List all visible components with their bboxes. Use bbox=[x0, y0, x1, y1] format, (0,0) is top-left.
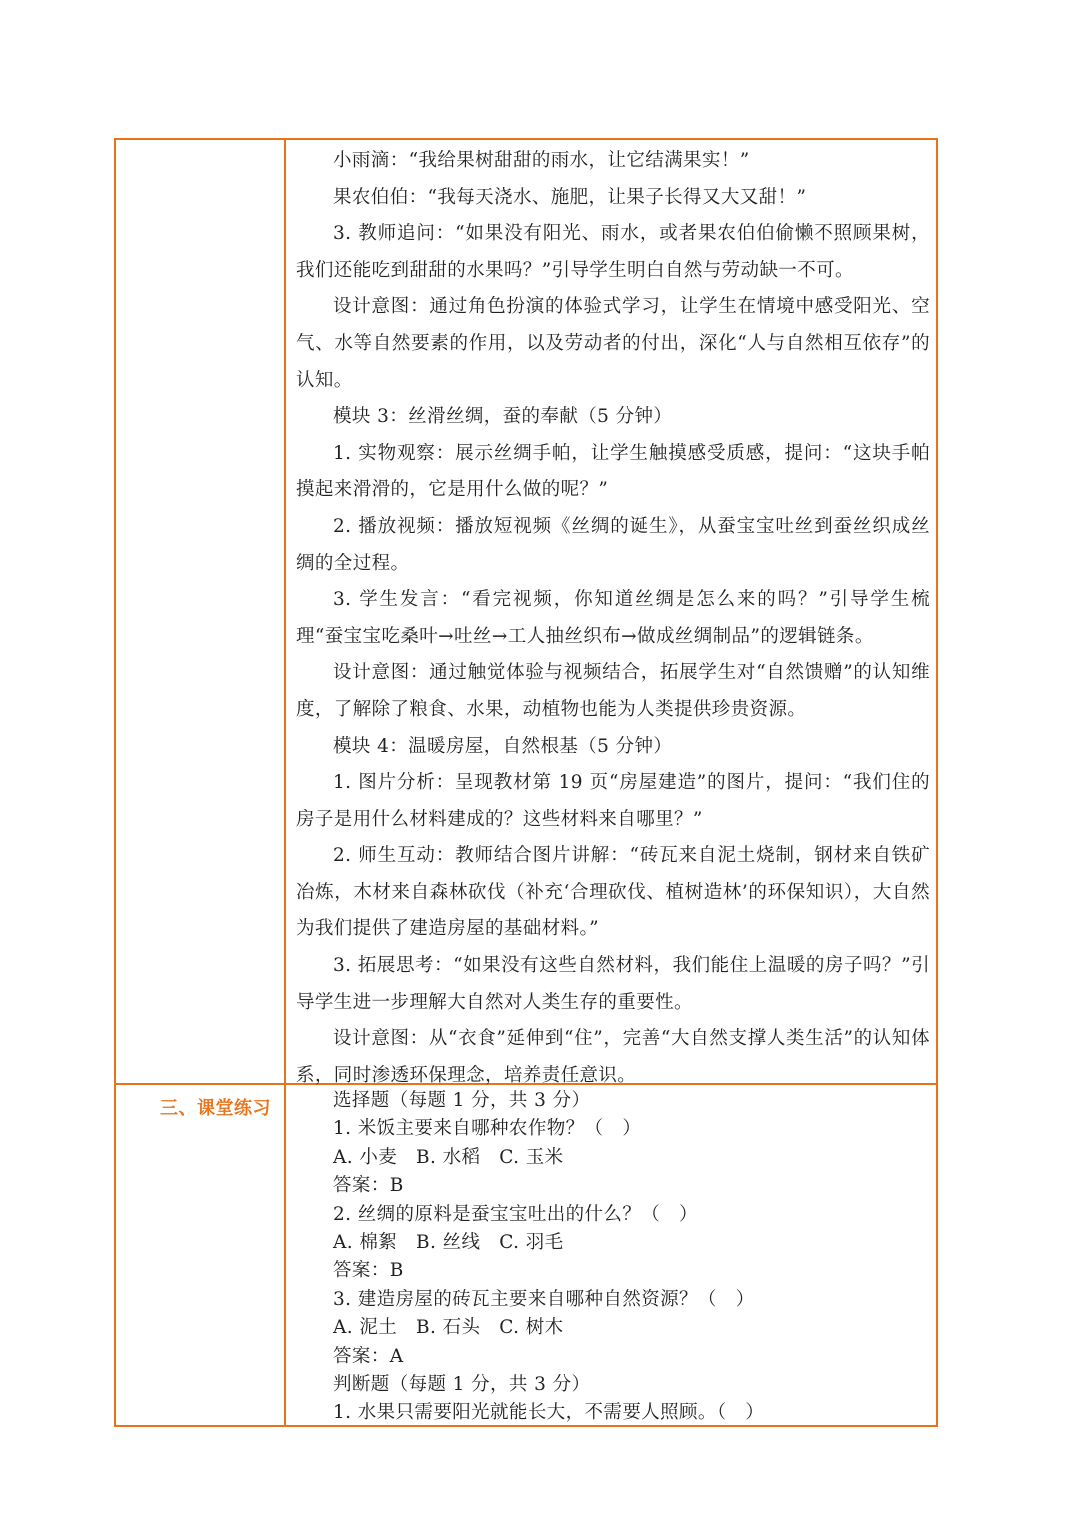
paragraph: 3. 学生发言：“看完视频，你知道丝绸是怎么来的吗？”引导学生梳理“蚕宝宝吃桑叶→吐丝→工人抽丝织布→做成丝绸制品”的逻辑链条。 bbox=[296, 589, 930, 647]
paragraph: 设计意图：通过触觉体验与视频结合，拓展学生对“自然馈赠”的认知维度，了解除了粮食、水果，动植物也能为人类提供珍贵资源。 bbox=[296, 662, 930, 720]
question: 3. 建造房屋的砖瓦主要来自哪种自然资源？（ ） bbox=[333, 1288, 755, 1310]
options: A. 小麦 B. 水稻 C. 玉米 bbox=[333, 1146, 564, 1168]
answer: 答案：A bbox=[333, 1345, 404, 1367]
paragraph: 小雨滴：“我给果树甜甜的雨水，让它结满果实！” bbox=[333, 150, 750, 171]
options: A. 棉絮 B. 丝线 C. 羽毛 bbox=[333, 1232, 564, 1254]
paragraph: 3. 教师追问：“如果没有阳光、雨水，或者果农伯伯偷懒不照顾果树，我们还能吃到甜甜的水果吗？”引导学生明白自然与劳动缺一不可。 bbox=[296, 223, 930, 281]
options: A. 泥土 B. 石头 C. 树木 bbox=[333, 1317, 564, 1339]
exercise-heading: 选择题（每题 1 分，共 3 分） bbox=[333, 1090, 591, 1111]
section-label-classroom-practice: 三、课堂练习 bbox=[160, 1098, 271, 1119]
question: 2. 丝绸的原料是蚕宝宝吐出的什么？（ ） bbox=[333, 1203, 698, 1225]
answer: 答案：B bbox=[333, 1175, 404, 1197]
module-heading: 模块 4：温暖房屋，自然根基（5 分钟） bbox=[333, 735, 673, 757]
paragraph: 设计意图：从“衣食”延伸到“住”，完善“大自然支撑人类生活”的认知体系，同时渗透环保理念，培养责任意识。 bbox=[296, 1028, 930, 1086]
paragraph: 1. 图片分析：呈现教材第 19 页“房屋建造”的图片，提问：“我们住的房子是用什么材料建成的？这些材料来自哪里？” bbox=[296, 772, 930, 830]
exercise-heading: 判断题（每题 1 分，共 3 分） bbox=[333, 1374, 591, 1396]
question: 1. 水果只需要阳光就能长大，不需要人照顾。（ ） bbox=[333, 1402, 765, 1424]
paragraph: 果农伯伯：“我每天浇水、施肥，让果子长得又大又甜！” bbox=[333, 186, 807, 208]
row1-content-cell bbox=[296, 143, 930, 1094]
module-heading: 模块 3：丝滑丝绸，蚕的奉献（5 分钟） bbox=[333, 406, 673, 428]
paragraph: 1. 实物观察：展示丝绸手帕，让学生触摸感受质感，提问：“这块手帕摸起来滑滑的，它是用什么做的呢？” bbox=[296, 442, 930, 501]
answer: 答案：B bbox=[333, 1260, 404, 1282]
question: 1. 米饭主要来自哪种农作物？（ ） bbox=[333, 1118, 642, 1140]
paragraph: 2. 师生互动：教师结合图片讲解：“砖瓦来自泥土烧制，钢材来自铁矿冶炼，木材来自森林砍伐（补充‘合理砍伐、植树造林’的环保知识），大自然为我们提供了建造房屋的基础材料。” bbox=[296, 845, 930, 940]
paragraph: 2. 播放视频：播放短视频《丝绸的诞生》，从蚕宝宝吐丝到蚕丝织成丝绸的全过程。 bbox=[296, 515, 930, 574]
paragraph: 3. 拓展思考：“如果没有这些自然材料，我们能住上温暖的房子吗？”引导学生进一步理解大自然对人类生存的重要性。 bbox=[296, 955, 930, 1013]
paragraph: 设计意图：通过角色扮演的体验式学习，让学生在情境中感受阳光、空气、水等自然要素的作用，以及劳动者的付出，深化“人与自然相互依存”的认知。 bbox=[296, 296, 930, 391]
column-divider bbox=[284, 138, 286, 1427]
row2-content-cell bbox=[296, 1087, 930, 1428]
